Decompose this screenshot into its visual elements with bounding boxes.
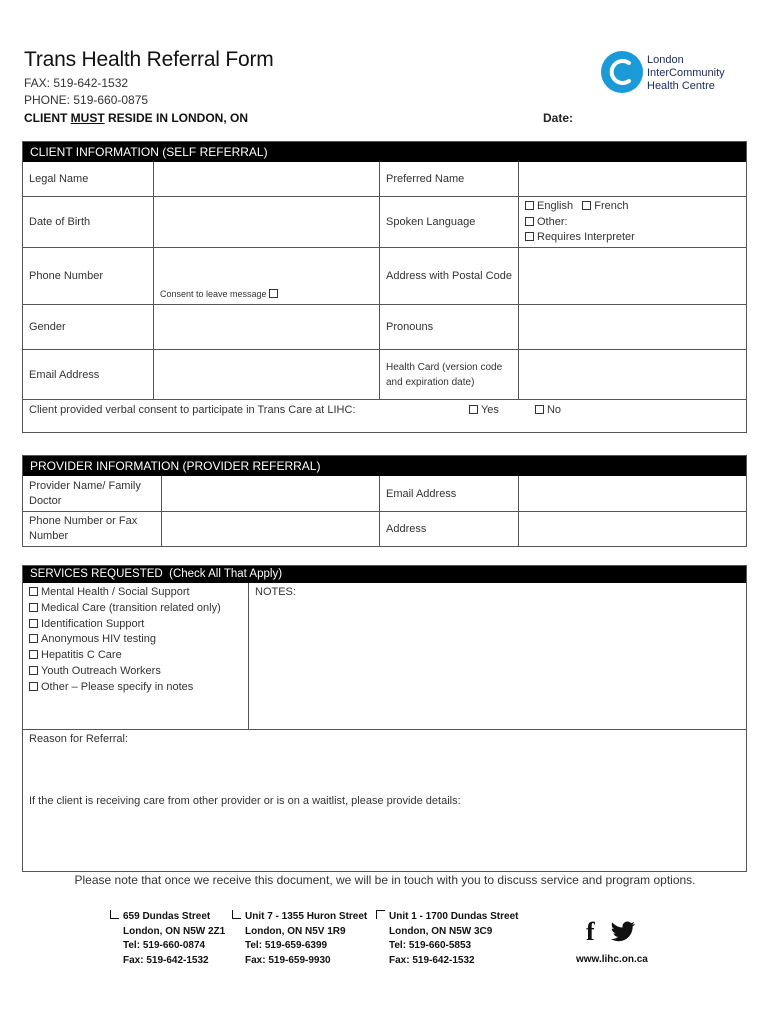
provider-name-field[interactable] bbox=[162, 476, 380, 511]
phone-label: Phone Number bbox=[23, 248, 154, 304]
service-checkbox[interactable] bbox=[29, 587, 38, 596]
client-info-heading: CLIENT INFORMATION (SELF REFERRAL) bbox=[23, 142, 746, 162]
gender-field[interactable] bbox=[154, 305, 380, 349]
reason-field[interactable] bbox=[23, 730, 746, 871]
service-checkbox[interactable] bbox=[29, 682, 38, 691]
service-item[interactable]: Other – Please specify in notes bbox=[29, 680, 242, 696]
phone-field[interactable] bbox=[154, 248, 380, 304]
service-item[interactable]: Medical Care (transition related only) bbox=[29, 601, 242, 617]
verbal-consent-row: Client provided verbal consent to participate in Trans Care at LIHC: Yes No bbox=[23, 399, 746, 432]
location-1: 659 Dundas Street London, ON N5W 2Z1 Tel: 519-660-0874 Fax: 519-642-1532 bbox=[110, 910, 225, 968]
services-section bbox=[22, 565, 747, 872]
health-card-field[interactable] bbox=[519, 350, 746, 399]
date-label: Date: bbox=[543, 111, 574, 125]
french-checkbox[interactable] bbox=[582, 201, 591, 210]
logo-text: London InterCommunity Health Centre bbox=[647, 54, 725, 92]
address-label: Address with Postal Code bbox=[380, 248, 519, 304]
service-checkbox[interactable] bbox=[29, 634, 38, 643]
legal-name-label: Legal Name bbox=[23, 162, 154, 196]
website-link[interactable]: www.lihc.on.ca bbox=[576, 954, 648, 965]
provider-email-label: Email Address bbox=[380, 476, 519, 511]
health-card-label: Health Card (version code and expiration date) bbox=[380, 350, 519, 399]
other-language-checkbox[interactable] bbox=[525, 217, 534, 226]
footer-note: Please note that once we receive this document, we will be in touch with you to discuss service and program options. bbox=[74, 873, 696, 887]
service-item[interactable]: Youth Outreach Workers bbox=[29, 664, 242, 680]
residency-note: CLIENT MUST RESIDE IN LONDON, ON bbox=[24, 111, 249, 125]
notes-field[interactable]: NOTES: bbox=[255, 586, 296, 598]
email-label: Email Address bbox=[23, 350, 154, 399]
location-3: Unit 1 - 1700 Dundas Street London, ON N5W 3C9 Tel: 519-660-5853 Fax: 519-642-1532 bbox=[376, 910, 518, 968]
phone-line: PHONE: 519-660-0875 bbox=[24, 93, 149, 107]
consent-yes-checkbox[interactable] bbox=[469, 405, 478, 414]
preferred-name-label: Preferred Name bbox=[380, 162, 519, 196]
service-checkbox[interactable] bbox=[29, 603, 38, 612]
service-item[interactable]: Anonymous HIV testing bbox=[29, 632, 242, 648]
gender-label: Gender bbox=[23, 305, 154, 349]
interpreter-checkbox[interactable] bbox=[525, 232, 534, 241]
service-checkbox[interactable] bbox=[29, 666, 38, 675]
service-checkbox[interactable] bbox=[29, 650, 38, 659]
location-2: Unit 7 - 1355 Huron Street London, ON N5V 1R9 Tel: 519-659-6399 Fax: 519-659-9930 bbox=[232, 910, 367, 968]
form-title: Trans Health Referral Form bbox=[24, 48, 274, 71]
pronouns-field[interactable] bbox=[519, 305, 746, 349]
pronouns-label: Pronouns bbox=[380, 305, 519, 349]
services-list bbox=[23, 583, 249, 729]
preferred-name-field[interactable] bbox=[519, 162, 746, 196]
logo-c-icon bbox=[600, 50, 644, 94]
provider-phone-label: Phone Number or Fax Number bbox=[23, 512, 162, 546]
location-marker-icon bbox=[110, 910, 119, 919]
service-item[interactable]: Mental Health / Social Support bbox=[29, 585, 242, 601]
provider-info-heading: PROVIDER INFORMATION (PROVIDER REFERRAL) bbox=[23, 456, 746, 476]
service-item[interactable]: Identification Support bbox=[29, 617, 242, 633]
provider-address-field[interactable] bbox=[519, 512, 746, 546]
provider-email-field[interactable] bbox=[519, 476, 746, 511]
legal-name-field[interactable] bbox=[154, 162, 380, 196]
location-marker-icon bbox=[376, 910, 385, 919]
lihc-logo bbox=[600, 50, 740, 96]
twitter-icon[interactable] bbox=[610, 921, 636, 943]
services-heading: SERVICES REQUESTED (Check All That Apply) bbox=[23, 566, 746, 583]
verbal-consent-label: Client provided verbal consent to participate in Trans Care at LIHC: bbox=[29, 404, 356, 416]
reason-label: Reason for Referral: bbox=[29, 733, 129, 745]
waitlist-label: If the client is receiving care from other provider or is on a waitlist, please provide details: bbox=[29, 795, 461, 807]
fax-line: FAX: 519-642-1532 bbox=[24, 76, 129, 90]
spoken-language-label: Spoken Language bbox=[380, 197, 519, 247]
provider-address-label: Address bbox=[380, 512, 519, 546]
location-marker-icon bbox=[232, 910, 241, 919]
provider-name-label: Provider Name/ Family Doctor bbox=[23, 476, 162, 511]
provider-phone-field[interactable] bbox=[162, 512, 380, 546]
email-field[interactable] bbox=[154, 350, 380, 399]
english-checkbox[interactable] bbox=[525, 201, 534, 210]
consent-message-option: Consent to leave message bbox=[160, 289, 281, 299]
consent-message-checkbox[interactable] bbox=[269, 289, 278, 298]
dob-label: Date of Birth bbox=[23, 197, 154, 247]
consent-no-checkbox[interactable] bbox=[535, 405, 544, 414]
address-field[interactable] bbox=[519, 248, 746, 304]
service-item[interactable]: Hepatitis C Care bbox=[29, 648, 242, 664]
service-checkbox[interactable] bbox=[29, 619, 38, 628]
dob-field[interactable] bbox=[154, 197, 380, 247]
facebook-icon[interactable]: f bbox=[586, 917, 595, 946]
client-info-section bbox=[22, 141, 747, 433]
spoken-language-options: English French Other: Requires Interpreter bbox=[519, 197, 746, 247]
provider-info-section bbox=[22, 455, 747, 547]
